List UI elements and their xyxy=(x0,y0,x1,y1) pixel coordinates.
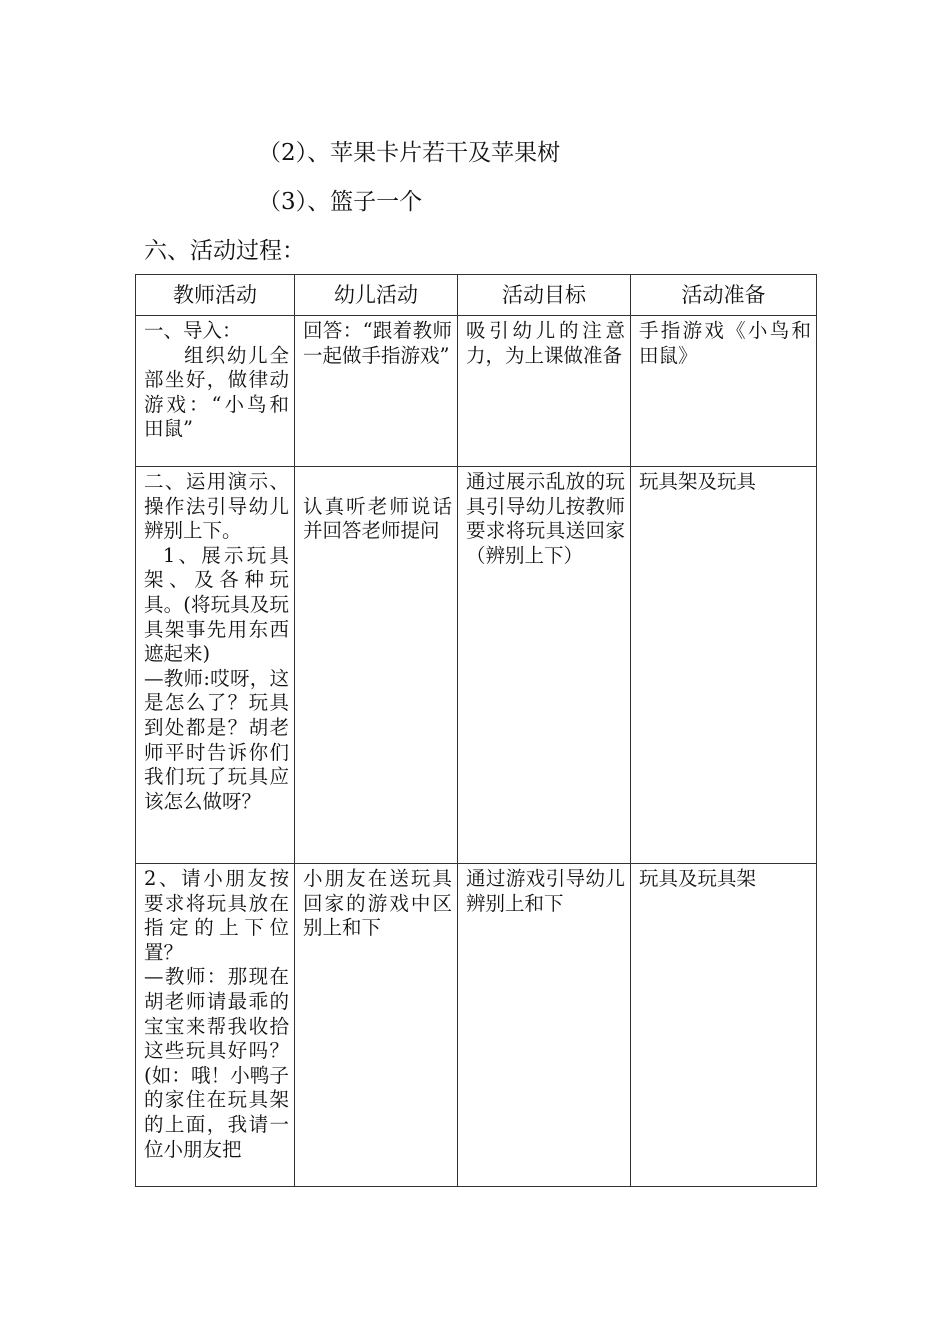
list-item-3: （3）、篮子一个 xyxy=(258,189,423,215)
cell-teacher-activity: 一、导入： 组织幼儿全部坐好，做律动游戏：“小鸟和田鼠” xyxy=(136,316,295,467)
table-row xyxy=(136,864,817,1187)
section-heading: 六、活动过程： xyxy=(144,238,305,264)
list-item-2: （2）、苹果卡片若干及苹果树 xyxy=(258,140,561,166)
cell-activity-goal: 通过游戏引导幼儿辨别上和下 xyxy=(458,864,631,1187)
header-teacher-activity: 教师活动 xyxy=(136,275,295,316)
cell-teacher-activity: 2、请小朋友按要求将玩具放在指定的上下位置？ —教师：那现在胡老师请最乖的宝宝来帮我收拾这些玩具好吗？(如：哦！小鸭子的家住在玩具架的上面，我请一位小朋友把 xyxy=(136,864,295,1187)
table-row xyxy=(136,467,817,864)
table-row xyxy=(136,316,817,467)
cell-activity-prep: 玩具及玩具架 xyxy=(631,864,817,1187)
header-activity-goal: 活动目标 xyxy=(458,275,631,316)
cell-child-activity: 回答：“跟着教师一起做手指游戏” xyxy=(295,316,458,467)
cell-child-activity: 小朋友在送玩具回家的游戏中区别上和下 xyxy=(295,864,458,1187)
cell-activity-goal: 吸引幼儿的注意力，为上课做准备 xyxy=(458,316,631,467)
cell-activity-goal: 通过展示乱放的玩具引导幼儿按教师要求将玩具送回家（辨别上下） xyxy=(458,467,631,864)
cell-activity-prep: 玩具架及玩具 xyxy=(631,467,817,864)
activity-table xyxy=(135,274,817,1187)
table-header-row xyxy=(136,275,817,316)
cell-activity-prep: 手指游戏《小鸟和田鼠》 xyxy=(631,316,817,467)
cell-teacher-activity: 二、运用演示、操作法引导幼儿辨别上下。 1、展示玩具架、及各种玩具。(将玩具及玩具架事先用东西遮起来) —教师:哎呀，这是怎么了？玩具到处都是？胡老师平时告诉你们我们玩了玩具应该怎么做呀？ xyxy=(136,467,295,864)
cell-child-activity: 认真听老师说话并回答老师提问 xyxy=(295,467,458,864)
header-child-activity: 幼儿活动 xyxy=(295,275,458,316)
header-activity-prep: 活动准备 xyxy=(631,275,817,316)
